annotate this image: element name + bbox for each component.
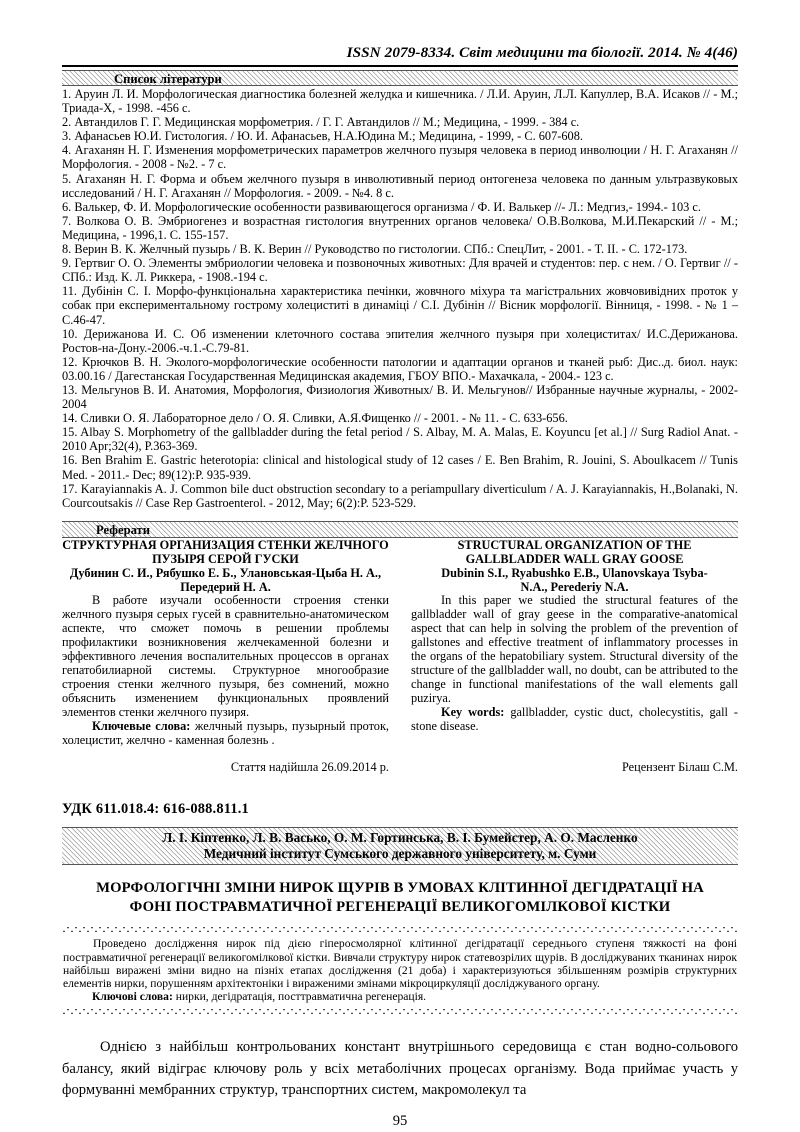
abstract-russian — [62, 539, 389, 776]
abstracts-heading-band — [62, 521, 738, 538]
running-head-rule — [62, 65, 738, 67]
reference-item: 5. Агаханян Н. Г. Форма и объем желчного пузыря в инволютивный период онтогенеза человека по данным ультразвуковых исследований / Н. Г. Агаханян // Морфология. - 2009. - №4. 8 с. — [62, 171, 738, 200]
abstract-ru-footer: Стаття надійшла 26.09.2014 р. — [230, 760, 389, 775]
article-title — [62, 879, 738, 917]
reference-item: 10. Дерижанова И. С. Об изменении клеточного состава эпителия желчного пузыря при холециститах/ И.С.Дерижанова. Ростов-на-Дону.-2006.-ч.1.-С.79-81. — [62, 326, 738, 355]
reference-item: 11. Дубінін С. І. Морфо-функціональна характеристика печінки, жовчного міхура та магістральних жовчовивідних проток у собак при експериментальному гострому холециститі в динаміці / С.І. Дубінін // Вісник морфології. Вінниця, - 1998. - № 1 – С.46-47. — [62, 284, 738, 327]
reference-item: 13. Мельгунов В. И. Анатомия, Морфология, Физиология Животных/ В. И. Мельгунов// Избранные научные журналы, - 2002-2004 — [62, 382, 738, 412]
abstract-en-authors-line1: Dubinin S.I., Ryabushko E.B., Ulanovskaya Tsyba- — [441, 565, 708, 580]
page-content — [62, 0, 738, 1130]
reference-item: 12. Крючков В. Н. Эколого-морфологические особенности патологии и адаптации органов и тканей рыб: Дис..д. биол. наук: 03.00.16 / Дагестанская Государственная Медицинская академия, ГБОУ ВПО.- Махачкала, - 2004.- 123 с. — [62, 354, 738, 383]
reference-item: 16. Ben Brahim E. Gastric heterotopia: clinical and histological study of 12 cases / E. Ben Brahim, R. Jouini, S. Aboulkacem // Tunis Med. - 2011.- Dec; 89(12):P. 935-939. — [62, 453, 738, 482]
abstract-ru-body: В работе изучали особенности строения стенки желчного пузыря серых гусей в сравнительно-анатомическом аспекте, что сможет помочь в решении проблемы профилактики возникновения желчекаменной болезни и эффективного лечения воспалительных процессов в органах гепатобилиарной системы. Структурное многообразие строения стенки желчного пузыря, без сомнений, можно объяснить изменением функциональных проявлений элементов стенки желчного пузиря. — [62, 593, 389, 719]
abstract-ru-keywords-value: желчный пузырь, пузырный проток, холецистит, желчно - каменная болезнь . — [62, 718, 390, 747]
reference-item: 8. Верин В. К. Желчный пузырь / В. К. Верин // Руководство по гистологии. СПб.: СпецЛит, - 2001. - Т. II. - С. 172-173. — [62, 242, 688, 257]
article-body-text: Однією з найбільш контрольованих констант внутрішнього середовища є стан водно-сольового балансу, який відіграє ключову роль у всіх метаболічних процесах організму. Вода приймає участь у формуванні мембранних структур, транспортних систем, макромолекул та — [62, 1039, 738, 1099]
abstract-rule-top — [62, 926, 738, 933]
article-title-line2: ФОНІ ПОСТРАВМАТИЧНОЇ РЕГЕНЕРАЦІЇ ВЕЛИКОГОМІЛКОВОЇ КІСТКИ — [129, 899, 671, 916]
udc-code: УДК 611.018.4: 616-088.811.1 — [62, 801, 249, 818]
reference-item: 15. Albay S. Morphometry of the gallbladder during the fetal period / S. Albay, M. A. Malas, E. Koyuncu [et al.] // Surg Radiol Anat. - 2010 Apr;32(4), P.363-369. — [62, 425, 738, 454]
abstract-en-authors-line2: N.A., Perederiy N.A. — [520, 579, 629, 594]
running-head: ISSN 2079-8334. Світ медицини та біології. 2014. № 4(46) — [346, 44, 738, 61]
abstract-en-keywords-label: Key words: — [441, 704, 505, 719]
abstract-rule-bottom — [62, 1008, 738, 1015]
abstract-en-keywords-value: gallbladder, cystic duct, cholecystitis, gall - stone disease. — [411, 704, 739, 733]
abstract-en-footer: Рецензент Білаш С.М. — [622, 759, 738, 774]
page-number: 95 — [392, 1112, 408, 1129]
reference-item: 3. Афанасьев Ю.И. Гистология. / Ю. И. Афанасьев, Н.А.Юдина М.; Медицина, - 1999, - С. 607-608. — [62, 129, 583, 144]
abstract-ru-title-line2: ПУЗЫРЯ СЕРОЙ ГУСКИ — [152, 551, 299, 566]
reference-item: 2. Автандилов Г. Г. Медицинская морфометрия. / Г. Г. Автандилов // М.; Медицина, - 1999. - 384 с. — [62, 115, 580, 130]
references-heading-label: Список літератури — [114, 72, 222, 86]
article-affiliation: Медичний інститут Сумського державного університету, м. Суми — [203, 845, 597, 861]
abstracts-columns — [62, 539, 738, 776]
reference-item: 7. Волкова О. В. Эмбриогенез и возрастная гистология внутренних органов человека/ О.В.Волкова, М.И.Пекарский // - М.; Медицина, - 1996,1. С. 155-157. — [62, 213, 738, 242]
reference-list — [62, 87, 738, 510]
article-keywords — [62, 990, 738, 1003]
article-authors: Л. І. Кіптенко, Л. В. Васько, О. М. Гортинська, В. І. Бумейстер, А. О. Масленко — [162, 830, 638, 846]
reference-item: 9. Гертвиг О. О. Элементы эмбриологии человека и позвоночных животных: Для врачей и студентов: пер. с нем. / О. Гертвиг // - СПб.: Изд. К. Л. Риккера, - 1908.-194 с. — [62, 256, 738, 285]
abstract-en-title-line2: GALLBLADDER WALL GRAY GOOSE — [465, 551, 684, 566]
reference-item: 6. Валькер, Ф. И. Морфологические особенности развивающегося организма / Ф. И. Валькер //- Л.: Медгиз,- 1994.- 103 с. — [62, 199, 701, 214]
reference-item: 14. Сливки О. Я. Лабораторное дело / О. Я. Сливки, А.Я.Фищенко // - 2001. - № 11. - С. 633-656. — [62, 411, 568, 426]
abstract-ru-authors-line1: Дубинин С. И., Рябушко Е. Б., Улановськая-Цыба Н. А., — [69, 565, 382, 580]
article-keywords-value: нирки, дегідратація, посттравматична регенерація. — [175, 990, 427, 1004]
abstract-ru-title-line1: СТРУКТУРНАЯ ОРГАНИЗАЦИЯ СТЕНКИ ЖЕЛЧНОГО — [62, 537, 389, 552]
reference-item: 17. Karayiannakis A. J. Common bile duct obstruction secondary to a periampullary diverticulum / A. J. Karayiannakis, H.,Bolanaki, N. Courcoutsakis // Case Rep Gastroenterol. - 2012, May; 6(2):P. 523-529. — [62, 481, 738, 510]
abstract-ru-authors-line2: Передерий Н. А. — [180, 579, 271, 594]
reference-item: 1. Аруин Л. И. Морфологическая диагностика болезней желудка и кишечника. / Л.И. Аруин, Л.Л. Капуллер, В.А. Исаков // - М.; Триада-Х, - 1998. -456 с. — [62, 87, 738, 116]
article-title-line1: МОРФОЛОГІЧНІ ЗМІНИ НИРОК ЩУРІВ В УМОВАХ КЛІТИННОЇ ДЕГІДРАТАЦІЇ НА — [96, 880, 704, 897]
abstract-english — [411, 539, 738, 776]
references-heading-band — [62, 70, 738, 86]
abstract-ru-keywords-label: Ключевые слова: — [92, 718, 191, 733]
reference-item: 4. Агаханян Н. Г. Изменения морфометрических параметров желчного пузыря человека в период инволюции / Н. Г. Агаханян // Морфология. - 2008 - №2. - 7 с. — [62, 143, 738, 172]
abstracts-heading-label: Реферати — [96, 522, 150, 537]
article-authors-band — [62, 827, 738, 865]
article-abstract: Проведено дослідження нирок під дією гіперосмолярної клітинної дегідратації середнього ступеня тяжкості на фоні постравматичної регенерації великогомілкової кістки. Вивчали структуру нирок статевозрілих щурів. В досліджуваних тканинах нирок найбільш виражені зміни видно на пізніх етапах дослідження (21 доба) і характеризуються збільшенням розмірів структурних елементів нирки, порушенням архітектоніки і вираженими змінами мікроциркуляції досліджуваного органу. — [63, 937, 737, 990]
abstract-en-body: In this paper we studied the structural features of the gallbladder wall of gray geese in the comparative-anatomical aspect that can help in solving the problem of the prevention of gallstones and effective treatment of inflammatory processes in the organs of the hepatobiliary system. Structural diversity of the structure of the gallbladder wall, no doubt, can be attributed to the change in functional manifestations of the wall elements gall puzirya. — [411, 593, 738, 705]
abstract-en-keywords — [411, 706, 738, 734]
article-keywords-label: Ключові слова: — [92, 990, 173, 1004]
abstract-ru-keywords — [62, 720, 389, 748]
abstract-en-title-line1: STRUCTURAL ORGANIZATION OF THE — [457, 537, 692, 552]
